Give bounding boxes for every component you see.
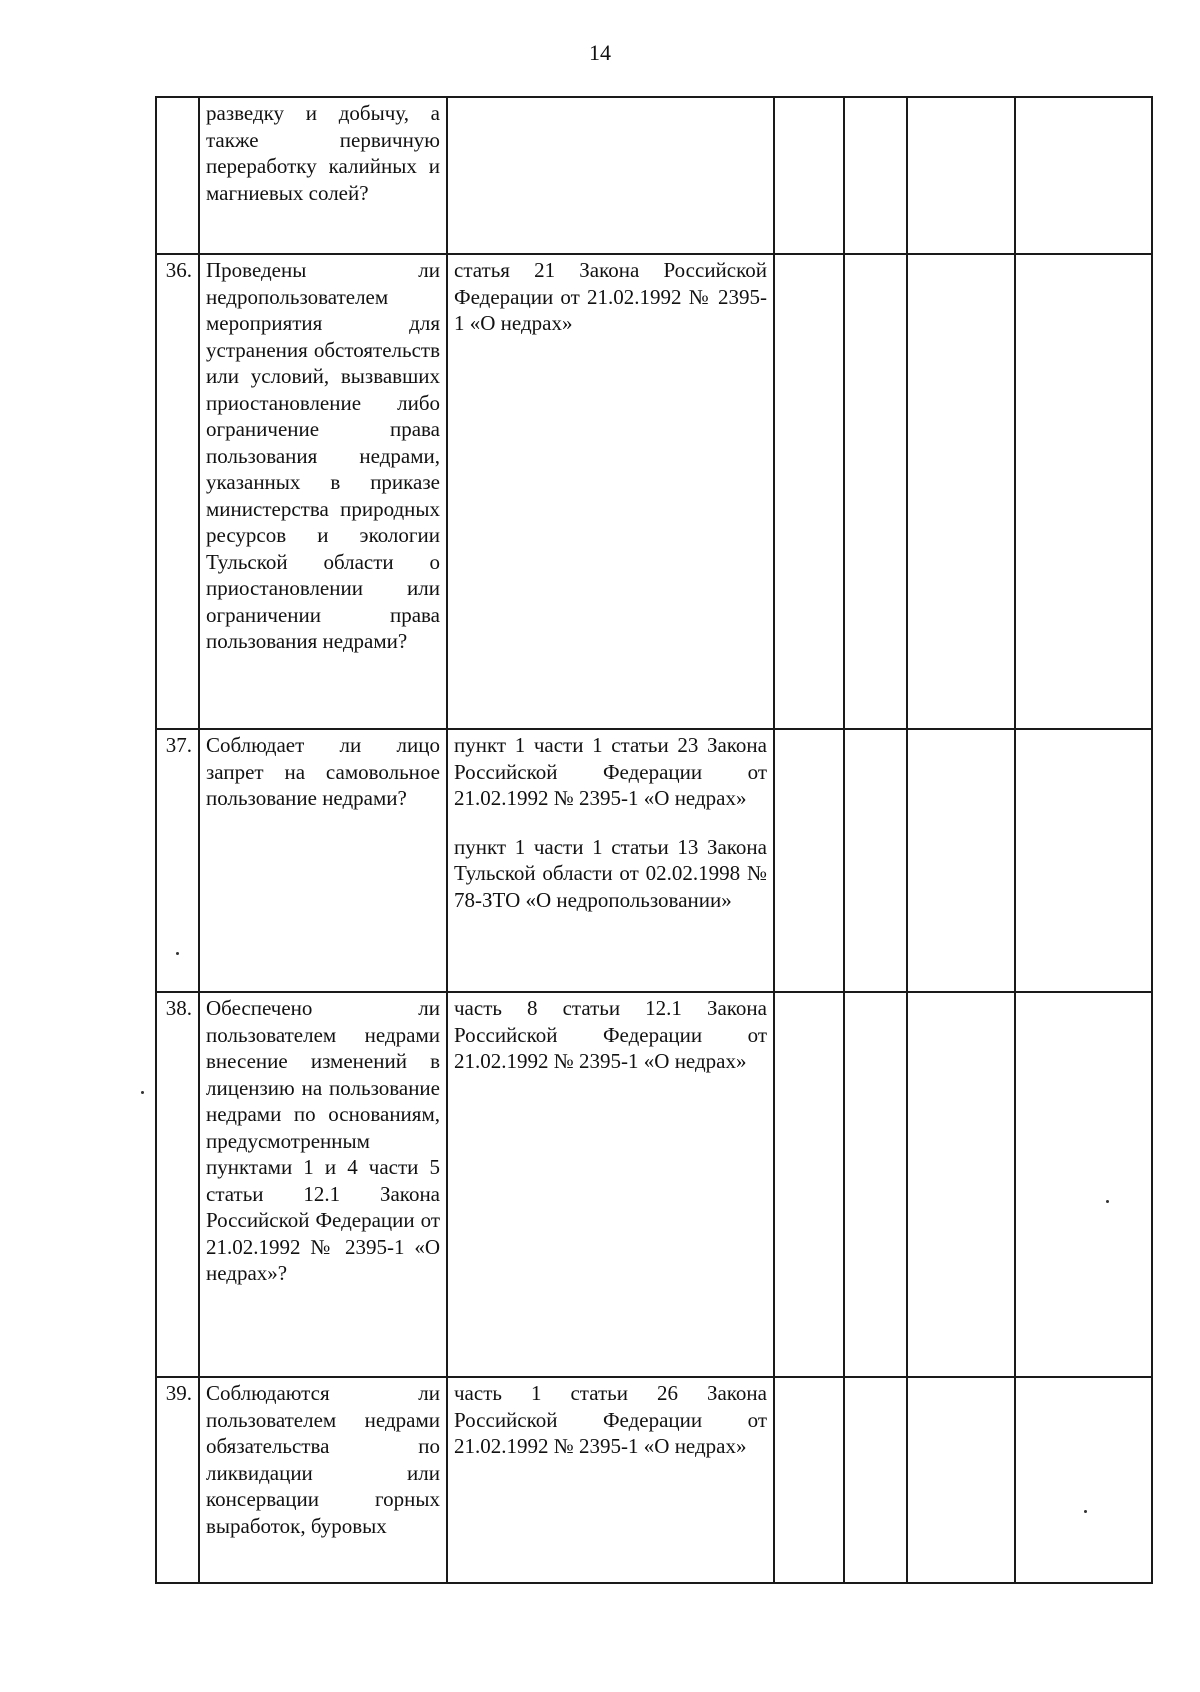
row-number: 36.: [156, 254, 199, 729]
answer-na-cell: [907, 729, 1015, 992]
law-reference: пункт 1 части 1 статьи 23 Закона Российской Федерации от 21.02.1992 № 2395-1 «О недрах»: [454, 733, 767, 810]
law-cell: [447, 1377, 774, 1583]
scan-speck: [1084, 1510, 1087, 1513]
scan-speck: [141, 1091, 144, 1094]
table-row: [156, 729, 1152, 992]
answer-na-cell: [907, 97, 1015, 254]
question-cell: разведку и добычу, а также первичную переработку калийных и магниевых солей?: [199, 97, 447, 254]
answer-yes-cell: [774, 1377, 844, 1583]
scan-speck: [1106, 1200, 1109, 1203]
law-reference: статья 21 Закона Российской Федерации от 21.02.1992 № 2395-1 «О недрах»: [454, 258, 767, 335]
answer-yes-cell: [774, 254, 844, 729]
page-number: 14: [589, 40, 611, 65]
note-cell: [1015, 1377, 1152, 1583]
checklist-table: [155, 96, 1153, 1584]
row-number: 38.: [156, 992, 199, 1377]
answer-yes-cell: [774, 729, 844, 992]
answer-no-cell: [844, 992, 907, 1377]
question-cell: Соблюдаются ли пользователем недрами обязательства по ликвидации или консервации горных выработок, буровых: [199, 1377, 447, 1583]
law-cell: [447, 729, 774, 992]
row-number: 37.: [156, 729, 199, 992]
row-number: 39.: [156, 1377, 199, 1583]
scan-speck: [176, 952, 179, 955]
note-cell: [1015, 992, 1152, 1377]
table-row: [156, 254, 1152, 729]
answer-yes-cell: [774, 97, 844, 254]
question-cell: Проведены ли недропользователем мероприятия для устранения обстоятельств или условий, вызвавших приостановление либо ограничение права пользования недрами, указанных в приказе министерства природных ресурсов и экологии Тульской области о приостановлении или ограничении права пользования недрами?: [199, 254, 447, 729]
note-cell: [1015, 254, 1152, 729]
answer-no-cell: [844, 1377, 907, 1583]
question-cell: Соблюдает ли лицо запрет на самовольное пользование недрами?: [199, 729, 447, 992]
note-cell: [1015, 97, 1152, 254]
answer-na-cell: [907, 992, 1015, 1377]
law-cell: [447, 254, 774, 729]
note-cell: [1015, 729, 1152, 992]
table-row: [156, 97, 1152, 254]
law-cell: [447, 97, 774, 254]
law-reference: часть 1 статьи 26 Закона Российской Федерации от 21.02.1992 № 2395-1 «О недрах»: [454, 1381, 767, 1458]
table-row: [156, 1377, 1152, 1583]
answer-na-cell: [907, 254, 1015, 729]
answer-no-cell: [844, 254, 907, 729]
answer-no-cell: [844, 97, 907, 254]
law-cell: [447, 992, 774, 1377]
law-reference: часть 8 статьи 12.1 Закона Российской Федерации от 21.02.1992 № 2395-1 «О недрах»: [454, 996, 767, 1073]
answer-na-cell: [907, 1377, 1015, 1583]
question-cell: Обеспечено ли пользователем недрами внесение изменений в лицензию на пользование недрами по основаниям, предусмотренным пунктами 1 и 4 части 5 статьи 12.1 Закона Российской Федерации от 21.02.1992 № 2395-1 «О недрах»?: [199, 992, 447, 1377]
answer-yes-cell: [774, 992, 844, 1377]
table-row: [156, 992, 1152, 1377]
law-reference: пункт 1 части 1 статьи 13 Закона Тульской области от 02.02.1998 № 78-ЗТО «О недропользовании»: [454, 834, 767, 912]
answer-no-cell: [844, 729, 907, 992]
row-number: [156, 97, 199, 254]
